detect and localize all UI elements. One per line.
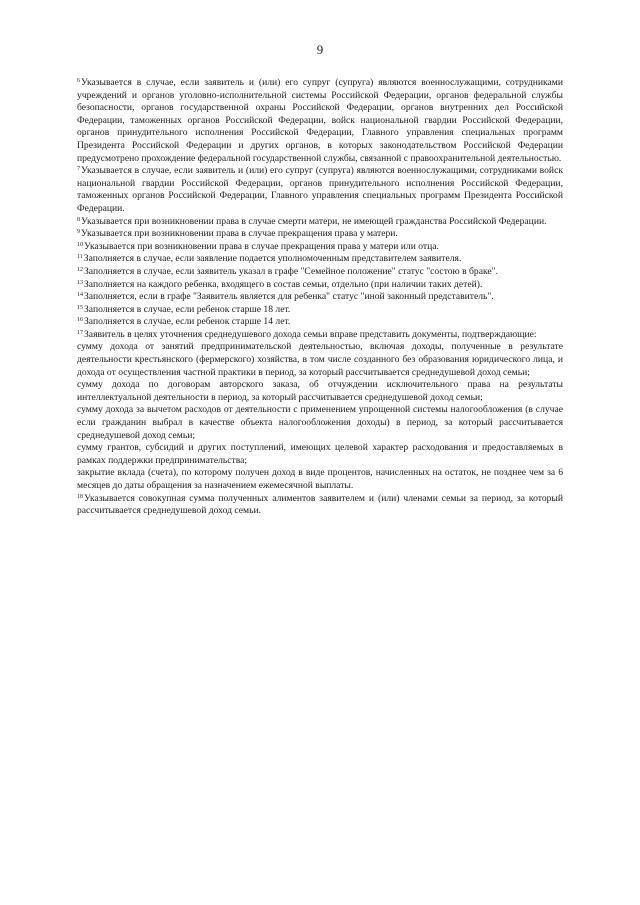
- footnote-text: закрытие вклада (счета), по которому получен доход в виде процентов, начисленных на остаток, не позднее чем за 6 месяцев до даты обращения за назначением ежемесячной выплаты.: [77, 467, 563, 491]
- footnote: [77, 228, 563, 241]
- footnote-text: Указывается при возникновении права в случае прекращения права у матери или отца.: [84, 240, 439, 252]
- footnote: [77, 165, 563, 215]
- footnote-text: Указывается в случае, если заявитель и (или) его супруг (супруга) являются военнослужащими, сотрудниками войск национальной гвардии Российской Федерации, органов принудительного исполнения Российской Федерации, таможенных органов Российской Федерации, Главного управления специальных программ Президента Российской Федерации.: [77, 165, 563, 214]
- footnote-number: 6: [77, 78, 80, 84]
- footnote: [77, 241, 563, 254]
- footnote: [77, 279, 563, 292]
- footnote: [77, 316, 563, 329]
- page-number: 9: [316, 42, 324, 57]
- footnote-continuation: [77, 404, 563, 442]
- footnote: [77, 329, 563, 342]
- footnote-number: 7: [77, 166, 80, 173]
- footnote: [77, 266, 563, 279]
- footnote-text: сумму дохода по договорам авторского заказа, об отчуждении исключительного права на результаты интеллектуальной деятельности в период, за который рассчитывается среднедушевой доход семьи;: [77, 379, 563, 403]
- footnote-text: Заполняется в случае, если заявление подается уполномоченным представителем заявителя.: [83, 253, 462, 265]
- footnote-continuation: [77, 341, 563, 379]
- footnote-number: 18: [77, 493, 83, 500]
- footnote-text: Заполняется в случае, если заявитель указал в графе "Семейное положение" статус "состою в браке".: [84, 265, 498, 277]
- footnote-text: Заполняется в случае, если ребенок старше 18 лет.: [84, 303, 291, 315]
- footnote-number: 17: [77, 329, 83, 336]
- footnote-text: Указывается совокупная сумма полученных алиментов заявителем и (или) членами семьи за период, за который рассчитывается среднедушевой доход семьи.: [77, 492, 563, 517]
- footnote-text: сумму дохода от занятий предпринимательской деятельностью, включая доходы, полученные в результате деятельности крестьянского (фермерского) хозяйства, в том числе созданного без образования юридического лица, и дохода от осуществления частной практики в период, за который рассчитывается среднедушевой доход семьи;: [77, 341, 563, 378]
- footnote-text: Заполняется на каждого ребенка, входящего в состав семьи, отдельно (при наличии таких детей).: [84, 278, 483, 290]
- footnote-text: сумму грантов, субсидий и других поступлений, имеющих целевой характер расходования и предоставляемых в рамках поддержки предпринимательства;: [77, 442, 563, 466]
- footnote-number: 16: [77, 317, 83, 324]
- footnote-text: Заполняется в случае, если ребенок старше 14 лет.: [84, 316, 291, 328]
- footnote-text: Заявитель в целях уточнения среднедушевого дохода семьи вправе представить документы, подтверждающие:: [84, 328, 537, 340]
- footnote-number: 15: [77, 304, 83, 311]
- footnote-text: сумму дохода за вычетом расходов от деятельности с применением упрощенной системы налогообложения (в случае если гражданин выбрал в качестве объекта налогообложения доходы) в период, за который рассчитывается среднедушевой доход семьи;: [77, 404, 563, 441]
- footnote-number: 10: [77, 241, 83, 248]
- footnotes-section: [77, 77, 563, 518]
- footnote-continuation: [77, 379, 563, 404]
- footnote-number: 8: [77, 216, 80, 223]
- footnote-number: 14: [77, 292, 83, 299]
- footnote-text: Указывается при возникновении права в случае смерти матери, не имеющей гражданства Российской Федерации.: [81, 215, 547, 227]
- footnote-number: 11: [77, 254, 83, 261]
- footnote: [77, 291, 563, 304]
- footnote: [77, 216, 563, 229]
- footnote-text: Указывается в случае, если заявитель и (или) его супруг (супруга) являются военнослужащими, сотрудниками учреждений и органов уголовно-исполнительной системы Российской Федерации, органов федеральной службы безопасности, органов государственной охраны Российской Федерации, органов внутренних дел Российской Федерации, таможенных органов Российской Федерации, войск национальной гвардии Российской Федерации, органов принудительного исполнения Российской Федерации, Главного управления специальных программ Президента Российской Федерации и других органов, в которых законодательством Российской Федерации предусмотрено прохождение федеральной государственной службы, связанной с правоохранительной деятельностью.: [77, 77, 563, 164]
- footnote-text: Заполняется, если в графе "Заявитель является для ребенка" статус "иной законный представитель".: [84, 291, 494, 303]
- footnote-number: 9: [77, 229, 80, 236]
- footnote: [77, 304, 563, 317]
- footnote: [77, 77, 563, 165]
- footnote-text: Указывается при возникновении права в случае прекращения права у матери.: [81, 228, 398, 240]
- footnote-continuation: [77, 467, 563, 492]
- footnote-number: 12: [77, 266, 83, 273]
- footnote-number: 13: [77, 279, 83, 286]
- footnote-continuation: [77, 442, 563, 467]
- footnote: [77, 493, 563, 518]
- footnote: [77, 253, 563, 266]
